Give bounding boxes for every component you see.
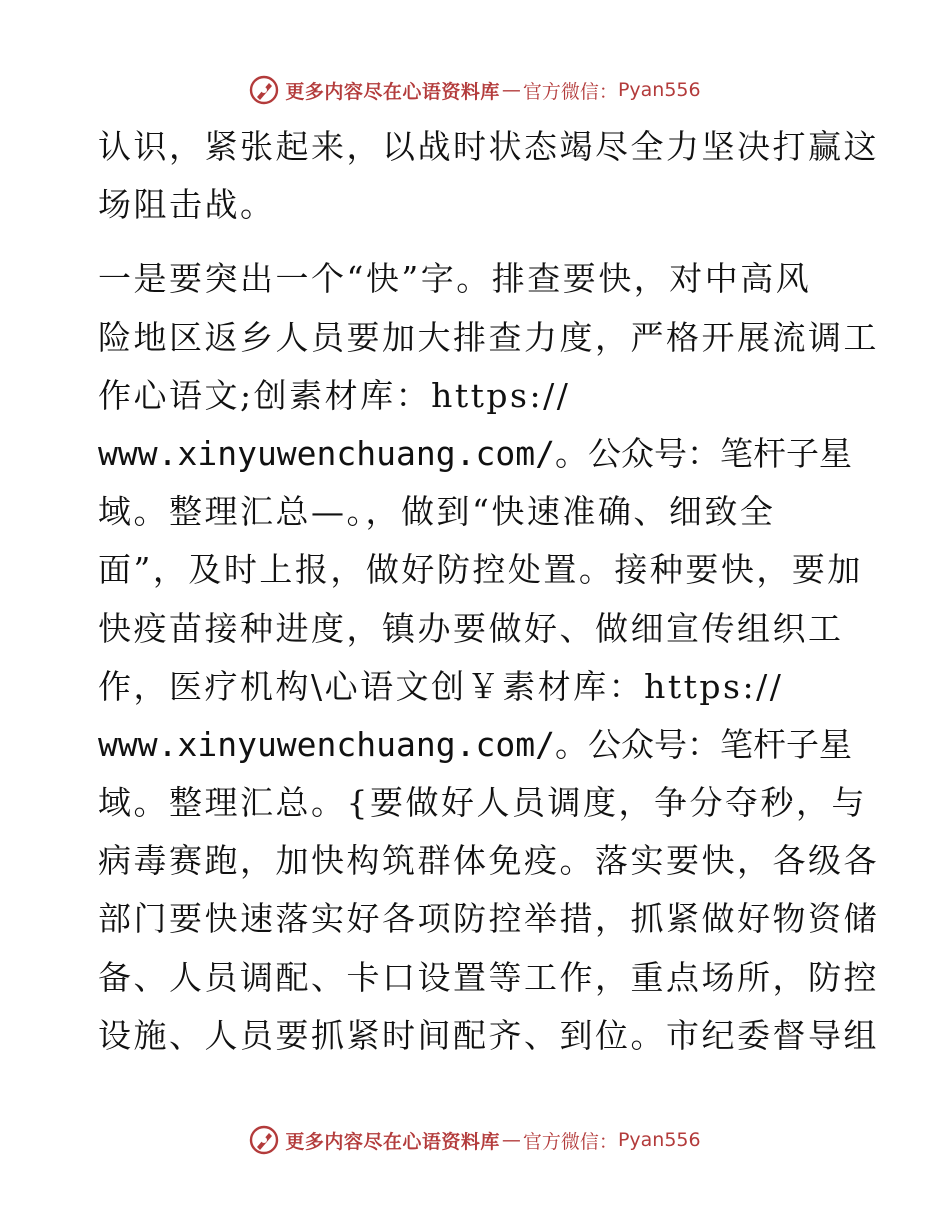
text-line: 一是要突出一个“快”字。排查要快，对中高风 — [98, 259, 812, 299]
logo-icon — [249, 75, 279, 105]
header-dash: — — [501, 79, 521, 101]
paragraph-2 — [98, 250, 879, 1065]
header-wechat-handle: Pyan556 — [617, 79, 701, 101]
footer-brand-text: 更多内容尽在心语资料库 — [285, 1130, 500, 1153]
footer-wechat-label: 官方微信： — [522, 1130, 618, 1153]
paragraph-gap — [98, 234, 858, 250]
text-line: 场阻击战。 — [98, 185, 276, 225]
text-line: 险地区返乡人员要加大排查力度，严格开展流调工 — [98, 317, 879, 357]
header-brand-text: 更多内容尽在心语资料库 — [285, 80, 500, 103]
paragraph-1 — [98, 118, 879, 234]
logo-icon — [249, 1125, 279, 1155]
text-line: 域。整理汇总。{要做好人员调度，争分夺秒，与 — [98, 783, 867, 823]
header-wechat-label: 官方微信： — [522, 80, 618, 103]
footer-banner — [0, 1120, 950, 1160]
text-line: 认识，紧张起来，以战时状态竭尽全力坚决打赢这 — [98, 127, 879, 166]
text-line: 作心语文;创素材库：https:// — [98, 375, 571, 415]
text-line-url: www.xinyuwenchuang.com/。公众号：笔杆子星 — [98, 724, 852, 764]
text-line: 部门要快速落实好各项防控举措，抓紧做好物资储 — [98, 899, 879, 939]
text-line: 快疫苗接种进度，镇办要做好、做细宣传组织工 — [98, 608, 844, 648]
document-body — [98, 118, 879, 1065]
text-line: 病毒赛跑，加快构筑群体免疫。落实要快，各级各 — [98, 841, 879, 881]
text-line: 面”，及时上报，做好防控处置。接种要快，要加 — [98, 550, 863, 590]
footer-wechat-handle: Pyan556 — [617, 1129, 701, 1151]
text-line-url: www.xinyuwenchuang.com/。公众号：笔杆子星 — [98, 433, 852, 473]
footer-dash: — — [501, 1129, 521, 1151]
header-banner — [0, 70, 950, 110]
text-line: 域。整理汇总—。，做到“快速准确、细致全 — [98, 492, 776, 532]
text-line: 备、人员调配、卡口设置等工作，重点场所，防控 — [98, 957, 879, 997]
text-line: 作，医疗机构\心语文创￥素材库：https:// — [98, 666, 784, 706]
text-line: 设施、人员要抓紧时间配齐、到位。市纪委督导组 — [98, 1015, 879, 1055]
